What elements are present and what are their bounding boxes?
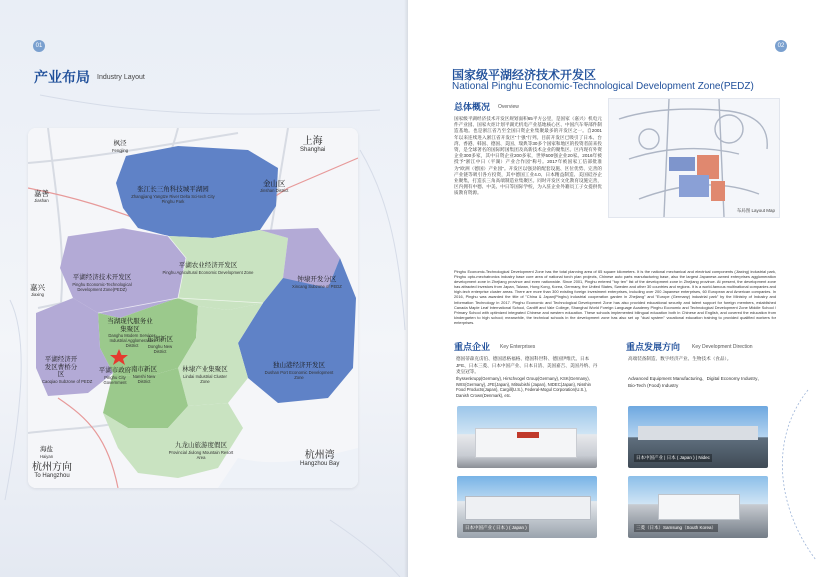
zone-subtitle: National Pinghu Economic-Technological Development Zone(PEDZ)	[452, 81, 754, 92]
photo-caption-4: 三菱（日本）Samsung（South Korea）	[636, 525, 717, 530]
place-label-shanghai: 上海 Shanghai	[300, 136, 326, 153]
enterprise-photo-4	[628, 476, 768, 538]
place-label-hangzhou-bay: 杭州湾 Hangzhou Bay	[300, 450, 340, 467]
photo-caption-2: 日本中国产业 | 日本 ( Japan ) | Nidec	[636, 455, 710, 460]
overview-text-cn: 国家级平湖经济技术开发区规划面积65平方公里，是国家（嘉兴）机电元件产业园、国家火炬计划平湖光机电产业基地核心区、中国汽车零部件制造基地。也是浙江省乃至全国日资企业集聚最多的开发区之一。自2001年以来连续进入浙江省开发区“十强”行列。目前开发区已吸引了日本、台湾、香港、韩国、德国、美国、瑞典等30多个国家和地区的投资者前来投资，是全球著名的国际跨国集团及高新技术企业的聚集区。区内现有外资企业300多家，其中日资企业200多家，世界500强企业20家。2016年被授予“浙江中日（平湖）产业合作园”称号。2017年被国家工信部批准为“欧洲（德国）产业园”。开发区以强劲的配套设施、区位优势、完善的产业链等吸引各方投资，其中德国工业4.0、日本精益制造、美国硅谷企业聚集，打造长三角高端制造业集聚区。同时开发区文化教育设施完善，区内拥有中德、中美、中日等国际学校，为入驻企业外籍员工子女提供优质教育资源。	[454, 116, 602, 196]
zone-label-danghu: 当湖现代服务业集聚区 Danghu Modern Services Industrial Agglomeration District	[107, 318, 156, 348]
enterprises-en: thyssenkrupp(Germany), Hirschvogel Group(Germany), KSK(Germany), IWIS(Germany), JFE(Japan), Mitsubishi (Japan), NIDEC(Japan), Nisshin Food Products(Japan), Cargill(U.S.), Federal-Mogul Corporation(U.S.), Danish Crown(Denmark), etc.	[456, 376, 591, 398]
zone-label-dushan: 独山港经济开发区 Dushan Port Economic Development Zone	[264, 362, 334, 380]
map-svg	[28, 128, 358, 488]
enterprises-cn: 德国蒂森克虏伯、德国恩格福格、德国科世科、德国伊维氏、日本JFE、日本三菱、日本中国产业、日本日清、美国嘉吉、美国丹纳、丹麦皇冠等。	[456, 356, 598, 374]
enterprise-photo-2	[628, 406, 768, 468]
direction-en: Advanced Equipment Manufacturing、Digital Economy Industry、Bio-Tech (Food) Industry	[628, 376, 763, 388]
zone-label-agricultural: 平湖农业经济开发区 Pinghu Agricultural Economic Development Zone	[162, 262, 254, 275]
overview-heading-en: Overview	[498, 104, 519, 110]
place-label-jiaxing: 嘉兴 Jiaxing	[30, 283, 45, 297]
place-label-jiashan: 嘉善 Jiashan	[34, 189, 49, 203]
overview-text-en: Pinghu Economic-Technological Development Zone has the total planning area of 65 square kilometers. It is the national mechanical and electrical components (Jiaxing) industrial park, Pinghu opto-mechatronics industry base core area of national torch plan projects, Chinese auto parts manufacturing base, also the largest Japanese-owned enterprises agglomeration development zone in Zhejiang province and even nationwide. Since 2001, Pinghu entered "top ten" list of the development zone in Zhejiang province. At present, the development zone has attracted investors from Japan, Taiwan, Hong Kong, Korea, Germany, the United States, Sweden and other 30 countries and regions. It is a world-famous multinational companies and high-tech enterprise cluster areas. There are more than 300 existing foreign investment enterprises, including over 200 Japanese enterprises, 60 European and American companies. In 2016, Pinghu was awarded the title of "China & Japan(Pinghu) industrial cooperation garden in Zhejiang" and "Europe (Germany) industrial park" by the Ministry of Industry and Information Technology in 2017. Pinghu Economic and Technological Development Zone has also provided educational security and talent support for foreign members, established Canada Maple Leaf International School, Cardiff and Vale College, Shanghai World Foreign Language Academy Pinghu Economic and Technological Development Zone Middle School / Primary School with optimized integrated Chinese and western education. These schools implemented bilingual education both in Chinese and English, and covered the education from kindergarten to high school; meanwhile, the technical schools in the development zone has also set up "dual system" vocational education training to provided qualified workers for enterprises.	[454, 269, 776, 325]
place-label-to-hangzhou: 杭州方向 To Hangzhou	[32, 462, 72, 479]
page-number-right: 02	[775, 40, 787, 52]
place-label-fengjing: 枫泾 Fengjing	[112, 140, 129, 153]
zone-label-caoqiao: 平湖经济开发区曹桥分区 Caoqiao Subzone of PEDZ	[42, 356, 93, 384]
right-page	[408, 0, 816, 577]
direction-cn: 高端装备制造、数字经济产业、生物技术（食品）。	[628, 356, 732, 361]
zone-label-lindai: 林埭产业集聚区 Lindai Industrial Cluster Zone	[182, 366, 228, 384]
page-subtitle: Industry Layout	[97, 74, 145, 81]
zone-label-nanshi: 南市新区 Nanshi New District	[131, 366, 157, 384]
key-enterprises-heading: 重点企业	[454, 342, 491, 352]
zone-label-city-government: 平湖市政府 Pinghu City Government	[98, 367, 132, 385]
overview-heading: 总体概况	[454, 102, 491, 112]
enterprise-photo-3	[457, 476, 597, 538]
zone-label-pedz: 平湖经济技术开发区 Pinghu Economic-Technological Development Zone(PEDZ)	[72, 274, 132, 292]
photo-caption-3: 日本中国产业 ( 日本 ) ( Japan )	[465, 525, 527, 530]
enterprise-photo-1	[457, 406, 597, 468]
page-number-left: 01	[33, 40, 45, 52]
zone-label-donghu: 东湖新区 Donghu New District	[147, 336, 173, 354]
place-label-haiyan: 海盐 Haiyan	[40, 446, 54, 459]
key-direction-heading: 重点发展方向	[626, 342, 681, 352]
key-direction-heading-en: Key Development Direction	[692, 344, 753, 350]
industry-layout-map	[28, 128, 358, 488]
minimap-caption: 布局图 Layout Map	[736, 208, 775, 213]
zone-label-xincang: 钟埭开发分区 Xincang Subzone of PEDZ	[292, 276, 342, 289]
zone-label-jiulong: 九龙山旅游度假区 Provincial Jiulong Mountain Resort Area	[168, 442, 234, 460]
zone-title: 国家级平湖经济技术开发区	[452, 68, 597, 82]
layout-minimap	[608, 98, 780, 218]
zone-label-zhangjiang: 张江长三角科技城平湖园 Zhangjiang Yangtze River Delta Sci-tech City Pinghu Park	[131, 186, 215, 204]
key-enterprises-heading-en: Key Enterprises	[500, 344, 536, 350]
page-title: 产业布局	[34, 69, 90, 85]
place-label-jinshan: 金山区 Jinshan District	[260, 179, 289, 193]
